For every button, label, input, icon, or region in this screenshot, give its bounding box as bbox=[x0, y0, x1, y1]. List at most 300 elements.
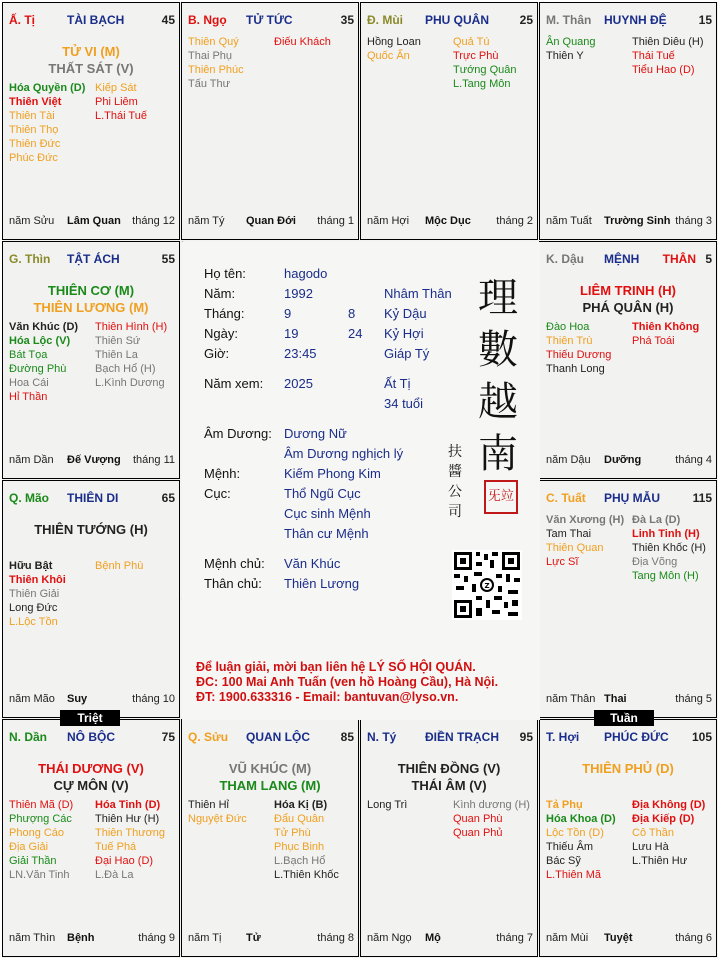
label-nam-xem: Năm xem: bbox=[204, 376, 264, 391]
minor-star: Bạch Hổ (H) bbox=[95, 363, 156, 375]
palace-header bbox=[546, 252, 712, 268]
palace-number: 5 bbox=[705, 252, 712, 266]
palace-name: THIÊN DI bbox=[67, 491, 119, 505]
footer-year: năm Dần bbox=[9, 454, 54, 466]
minor-stars-2 bbox=[95, 798, 165, 882]
minor-star: Phượng Các bbox=[9, 813, 72, 825]
footer-stage: Mộ bbox=[425, 932, 441, 944]
value-ngay-can: Kỷ Hợi bbox=[384, 326, 424, 341]
value-thang-am: 8 bbox=[348, 306, 356, 321]
calligraphy-char-1: 理 bbox=[478, 275, 518, 321]
minor-star: Bát Tọa bbox=[9, 349, 48, 361]
minor-star: Thiên Tài bbox=[9, 110, 55, 122]
value-cuc: Thổ Ngũ Cục bbox=[284, 486, 361, 501]
minor-star: Đại Hao (D) bbox=[95, 855, 154, 867]
minor-star: Nguyệt Đức bbox=[188, 813, 247, 825]
triet-tag: Triệt bbox=[60, 710, 120, 726]
minor-star: Đẩu Quân bbox=[274, 813, 325, 825]
label-than-chu: Thân chủ: bbox=[204, 576, 262, 591]
footer-stage: Bệnh bbox=[67, 932, 95, 944]
palace-can-chi: N. Dần bbox=[9, 730, 48, 744]
horoscope-board bbox=[2, 2, 718, 958]
palace-footer bbox=[546, 215, 712, 229]
main-star: THÁI DƯƠNG (V) bbox=[38, 761, 144, 776]
minor-star: Thiên Quý bbox=[188, 36, 239, 48]
minor-star: Địa Không (D) bbox=[632, 799, 706, 811]
footer-month: tháng 6 bbox=[675, 932, 712, 944]
palace-footer bbox=[367, 215, 533, 229]
palace-can-chi: Ấ. Tị bbox=[9, 13, 35, 27]
minor-star: Văn Khúc (D) bbox=[9, 321, 79, 333]
calligraphy-char-3: 越 bbox=[478, 379, 518, 425]
value-gio: 23:45 bbox=[284, 346, 317, 361]
palace-number: 75 bbox=[161, 730, 175, 744]
minor-star: Tang Môn (H) bbox=[632, 570, 699, 582]
minor-star: Tấu Thư bbox=[188, 78, 231, 90]
footer-stage: Dưỡng bbox=[604, 454, 642, 466]
footer-stage: Suy bbox=[67, 693, 88, 705]
minor-star: Thiên Quan bbox=[546, 542, 604, 554]
palace-name: TÀI BẠCH bbox=[67, 13, 125, 27]
minor-star: Phi Liêm bbox=[95, 96, 138, 108]
minor-star: Hữu Bật bbox=[9, 560, 53, 572]
footer-stage: Tử bbox=[246, 932, 261, 944]
footer-month: tháng 8 bbox=[317, 932, 354, 944]
label-menh-chu: Mệnh chủ: bbox=[204, 556, 265, 571]
value-menh: Kiếm Phong Kim bbox=[284, 466, 381, 481]
minor-star: Thái Tuế bbox=[632, 50, 675, 62]
calligraphy-small-4: 司 bbox=[448, 504, 462, 520]
minor-star: Thiên Phúc bbox=[188, 64, 244, 76]
minor-stars-1 bbox=[188, 35, 244, 91]
value-nam-xem: 2025 bbox=[284, 376, 313, 391]
palace-footer bbox=[546, 693, 712, 707]
main-star: THIÊN PHỦ (D) bbox=[582, 761, 674, 776]
minor-stars-2 bbox=[274, 798, 339, 882]
main-star: PHÁ QUÂN (H) bbox=[582, 300, 674, 315]
main-stars bbox=[540, 282, 716, 316]
minor-star: Tam Thai bbox=[546, 528, 592, 540]
palace-can-chi: K. Dậu bbox=[546, 252, 585, 266]
palace-header bbox=[546, 730, 712, 746]
footer-year: năm Thân bbox=[546, 693, 596, 705]
minor-star: Thiên Trù bbox=[546, 335, 593, 347]
palace-cell bbox=[2, 719, 180, 957]
minor-star: Bệnh Phù bbox=[95, 560, 144, 572]
main-star: THIÊN ĐỒNG (V) bbox=[397, 761, 501, 776]
tuan-tag: Tuần bbox=[594, 710, 654, 726]
minor-star: Kiếp Sát bbox=[95, 82, 137, 94]
palace-can-chi: N. Tý bbox=[367, 730, 397, 744]
minor-star: Thiên Thọ bbox=[9, 124, 59, 136]
footer-year: năm Mão bbox=[9, 693, 55, 705]
minor-star: Tả Phụ bbox=[546, 799, 583, 811]
minor-star: L.Thiên Khốc bbox=[274, 869, 339, 881]
minor-star: Tướng Quân bbox=[453, 64, 517, 76]
footer-year: năm Hợi bbox=[367, 215, 410, 227]
minor-star: Thiên Khốc (H) bbox=[632, 542, 706, 554]
calligraphy-small-1: 扶 bbox=[448, 444, 462, 460]
label-cuc: Cục: bbox=[204, 486, 231, 501]
calligraphy-small bbox=[448, 442, 464, 522]
footer-month: tháng 4 bbox=[675, 454, 712, 466]
palace-footer bbox=[546, 454, 712, 468]
minor-star: Trực Phù bbox=[453, 50, 499, 62]
palace-footer bbox=[367, 932, 533, 946]
main-star: THIÊN CƠ (M) bbox=[47, 283, 135, 298]
minor-star: Hoa Cái bbox=[9, 377, 49, 389]
minor-stars-1 bbox=[9, 559, 66, 629]
palace-number: 25 bbox=[519, 13, 533, 27]
palace-number: 65 bbox=[161, 491, 175, 505]
minor-star: L.Thiên Mã bbox=[546, 869, 602, 881]
palace-number: 45 bbox=[161, 13, 175, 27]
palace-header bbox=[188, 13, 354, 29]
value-nam-can: Nhâm Thân bbox=[384, 286, 452, 301]
minor-star: Thiên Hỉ bbox=[188, 799, 229, 811]
footer-month: tháng 11 bbox=[132, 454, 175, 466]
minor-star: Văn Xương (H) bbox=[546, 514, 625, 526]
palace-footer bbox=[9, 454, 175, 468]
calligraphy-small-3: 公 bbox=[448, 484, 462, 500]
minor-star: Địa Võng bbox=[632, 556, 678, 568]
minor-star: Quả Tú bbox=[453, 36, 490, 48]
value-cuc-3: Thân cư Mệnh bbox=[284, 526, 369, 541]
footer-stage: Lâm Quan bbox=[67, 215, 121, 227]
value-am-duong: Dương Nữ bbox=[284, 426, 347, 441]
minor-star: L.Đà La bbox=[95, 869, 134, 881]
palace-can-chi: M. Thân bbox=[546, 13, 592, 27]
minor-star: Hóa Quyền (D) bbox=[9, 82, 86, 94]
palace-footer bbox=[546, 932, 712, 946]
palace-header bbox=[9, 13, 175, 29]
palace-footer bbox=[9, 693, 175, 707]
main-stars bbox=[3, 282, 179, 316]
footer-year: năm Tị bbox=[188, 932, 222, 944]
footer-year: năm Tý bbox=[188, 215, 225, 227]
contact-line-3: ĐT: 1900.633316 - Email: bantuvan@lyso.vn. bbox=[196, 690, 459, 704]
minor-star: LN.Văn Tinh bbox=[9, 869, 70, 881]
footer-year: năm Dậu bbox=[546, 454, 591, 466]
main-star: THAM LANG (M) bbox=[219, 778, 321, 793]
footer-year: năm Thìn bbox=[9, 932, 56, 944]
palace-cell bbox=[539, 719, 717, 957]
palace-cell bbox=[2, 480, 180, 718]
palace-name: QUAN LỘC bbox=[246, 730, 310, 744]
svg-text:Z: Z bbox=[484, 582, 490, 590]
minor-star: Phong Cáo bbox=[9, 827, 65, 839]
palace-header bbox=[9, 491, 175, 507]
minor-star: Thiên Sứ bbox=[95, 335, 141, 347]
minor-star: Hóa Tinh (D) bbox=[95, 799, 161, 811]
palace-cell bbox=[539, 480, 717, 718]
footer-year: năm Tuất bbox=[546, 215, 592, 227]
qr-code bbox=[452, 550, 522, 620]
minor-star: Lực Sĩ bbox=[546, 556, 579, 568]
minor-stars-1 bbox=[546, 35, 596, 63]
minor-star: Hóa Kị (B) bbox=[274, 799, 328, 811]
palace-name: PHỤ MẪU bbox=[604, 491, 660, 505]
palace-name: ĐIỀN TRẠCH bbox=[425, 730, 499, 744]
minor-star: Thiên Không bbox=[632, 321, 700, 333]
contact-line-2: ĐC: 100 Mai Anh Tuấn (ven hồ Hoàng Cầu), Hà Nội. bbox=[196, 675, 499, 689]
footer-month: tháng 9 bbox=[138, 932, 175, 944]
value-ngay: 19 bbox=[284, 326, 299, 341]
footer-stage: Quan Đới bbox=[246, 215, 296, 227]
footer-stage: Đế Vượng bbox=[67, 454, 121, 466]
minor-star: Thanh Long bbox=[546, 363, 605, 375]
label-ho-ten: Họ tên: bbox=[204, 266, 246, 281]
minor-stars-1 bbox=[546, 798, 616, 882]
minor-star: Linh Tinh (H) bbox=[632, 528, 700, 540]
palace-footer bbox=[9, 932, 175, 946]
minor-star: Thiếu Dương bbox=[546, 349, 612, 361]
palace-cell bbox=[2, 2, 180, 240]
minor-stars-1 bbox=[546, 513, 624, 569]
minor-star: Điếu Khách bbox=[274, 36, 331, 48]
value-nam: 1992 bbox=[284, 286, 313, 301]
main-star: THIÊN TƯỚNG (H) bbox=[34, 522, 148, 537]
minor-star: Bác Sỹ bbox=[546, 855, 581, 867]
palace-name: TẬT ÁCH bbox=[67, 252, 120, 266]
palace-footer bbox=[188, 215, 354, 229]
palace-name: MỆNH bbox=[604, 252, 640, 266]
main-stars bbox=[3, 521, 179, 538]
main-star: CỰ MÔN (V) bbox=[53, 778, 129, 793]
label-am-duong: Âm Dương: bbox=[204, 426, 272, 441]
minor-star: Ân Quang bbox=[546, 36, 596, 48]
main-star: THẤT SÁT (V) bbox=[48, 61, 134, 76]
label-gio: Giờ: bbox=[204, 346, 230, 361]
palace-name: HUYNH ĐỆ bbox=[604, 13, 667, 27]
palace-cell bbox=[181, 719, 359, 957]
label-thang: Tháng: bbox=[204, 306, 245, 321]
minor-star: Quan Phù bbox=[453, 813, 503, 825]
palace-name: PHÚC ĐỨC bbox=[604, 730, 669, 744]
footer-month: tháng 7 bbox=[496, 932, 533, 944]
value-thang-can: Kỷ Dậu bbox=[384, 306, 427, 321]
minor-star: Hỉ Thần bbox=[9, 391, 48, 403]
minor-star: Thiên Khôi bbox=[9, 574, 66, 586]
minor-stars-2 bbox=[95, 81, 147, 123]
minor-star: L.Thái Tuế bbox=[95, 110, 147, 122]
footer-month: tháng 5 bbox=[675, 693, 712, 705]
minor-star: Tiểu Hao (D) bbox=[632, 64, 695, 76]
minor-star: Giải Thần bbox=[9, 855, 57, 867]
minor-stars-1 bbox=[188, 798, 247, 826]
red-seal: 旡竝 bbox=[484, 480, 518, 514]
main-stars bbox=[540, 760, 716, 777]
value-gio-can: Giáp Tý bbox=[384, 346, 430, 361]
minor-star: Thiên Y bbox=[546, 50, 584, 62]
palace-can-chi: Q. Mão bbox=[9, 491, 50, 505]
value-ngay-am: 24 bbox=[348, 326, 363, 341]
minor-star: L.Lộc Tồn bbox=[9, 616, 58, 628]
footer-stage: Thai bbox=[604, 693, 627, 705]
minor-stars-1 bbox=[546, 320, 611, 376]
minor-star: Long Trì bbox=[367, 799, 408, 811]
palace-header bbox=[367, 13, 533, 29]
palace-footer bbox=[188, 932, 354, 946]
minor-star: Thiên Thương bbox=[95, 827, 166, 839]
palace-footer bbox=[9, 215, 175, 229]
calligraphy-char-4: 南 bbox=[478, 431, 518, 477]
main-star: THÁI ÂM (V) bbox=[411, 778, 487, 793]
minor-star: Địa Kiếp (D) bbox=[632, 813, 695, 825]
palace-number: 85 bbox=[340, 730, 354, 744]
palace-header bbox=[546, 13, 712, 29]
minor-stars-2 bbox=[453, 798, 530, 840]
calligraphy-logo bbox=[468, 272, 528, 480]
footer-year: năm Ngọ bbox=[367, 932, 412, 944]
footer-year: năm Mùi bbox=[546, 932, 589, 944]
minor-star: Thiên Diêu (H) bbox=[632, 36, 704, 48]
palace-name: NÔ BỘC bbox=[67, 730, 115, 744]
than-marker: THÂN bbox=[662, 252, 696, 266]
minor-star: L.Kình Dương bbox=[95, 377, 165, 389]
label-menh: Mệnh: bbox=[204, 466, 241, 481]
minor-star: Hóa Lộc (V) bbox=[9, 335, 71, 347]
minor-star: Phúc Đức bbox=[9, 152, 58, 164]
footer-stage: Tuyệt bbox=[604, 932, 633, 944]
calligraphy-char-2: 數 bbox=[478, 327, 518, 373]
footer-month: tháng 10 bbox=[132, 693, 175, 705]
palace-cell bbox=[2, 241, 180, 479]
minor-star: Hóa Khoa (D) bbox=[546, 813, 616, 825]
minor-star: L.Tang Môn bbox=[453, 78, 511, 90]
palace-cell bbox=[539, 241, 717, 479]
minor-star: Long Đức bbox=[9, 602, 58, 614]
minor-star: Đường Phù bbox=[9, 363, 67, 375]
contact-block bbox=[196, 660, 536, 705]
palace-cell bbox=[181, 2, 359, 240]
value-am-duong-2: Âm Dương nghịch lý bbox=[284, 446, 404, 461]
palace-can-chi: Q. Sửu bbox=[188, 730, 229, 744]
palace-number: 105 bbox=[691, 730, 712, 744]
minor-stars-2 bbox=[632, 35, 704, 77]
main-star: LIÊM TRINH (H) bbox=[579, 283, 677, 298]
minor-star: Thiên Đức bbox=[9, 138, 61, 150]
minor-star: Tuế Phá bbox=[95, 841, 137, 853]
value-cuc-2: Cục sinh Mệnh bbox=[284, 506, 371, 521]
minor-star: Thiên Mã (D) bbox=[9, 799, 74, 811]
value-nam-xem-can: Ất Tị bbox=[384, 376, 411, 391]
minor-star: L.Thiên Hư bbox=[632, 855, 688, 867]
main-stars bbox=[182, 760, 358, 794]
minor-stars-1 bbox=[9, 798, 73, 882]
palace-header bbox=[188, 730, 354, 746]
footer-stage: Trường Sinh bbox=[604, 215, 671, 227]
minor-stars-1 bbox=[367, 798, 407, 812]
main-stars bbox=[361, 760, 537, 794]
palace-header bbox=[9, 252, 175, 268]
minor-stars-1 bbox=[9, 81, 85, 165]
footer-year: năm Sửu bbox=[9, 215, 55, 227]
contact-line-1: Để luận giải, mời bạn liên hệ LÝ SỐ HỘI QUÁN. bbox=[196, 660, 476, 674]
minor-star: Lưu Hà bbox=[632, 841, 669, 853]
palace-cell bbox=[360, 719, 538, 957]
minor-star: Quốc Ấn bbox=[367, 50, 410, 62]
palace-name: TỬ TỨC bbox=[246, 13, 293, 27]
minor-star: Cô Thần bbox=[632, 827, 674, 839]
palace-can-chi: T. Hợi bbox=[546, 730, 580, 744]
palace-number: 55 bbox=[161, 252, 175, 266]
value-ho-ten: hagodo bbox=[284, 266, 328, 281]
palace-header bbox=[367, 730, 533, 746]
minor-star: Tử Phù bbox=[274, 827, 311, 839]
minor-star: Thiên Việt bbox=[9, 96, 62, 108]
minor-star: Thiên Hư (H) bbox=[95, 813, 160, 825]
minor-star: L.Bạch Hổ bbox=[274, 855, 326, 867]
center-info-panel bbox=[182, 242, 540, 720]
minor-star: Thiên La bbox=[95, 349, 138, 361]
minor-star: Địa Giải bbox=[9, 841, 49, 853]
minor-star: Phá Toái bbox=[632, 335, 675, 347]
footer-month: tháng 12 bbox=[132, 215, 175, 227]
minor-stars-1 bbox=[367, 35, 421, 63]
minor-star: Đào Hoa bbox=[546, 321, 590, 333]
palace-number: 95 bbox=[519, 730, 533, 744]
palace-number: 15 bbox=[698, 13, 712, 27]
palace-can-chi: C. Tuất bbox=[546, 491, 586, 505]
minor-stars-2 bbox=[453, 35, 517, 91]
minor-stars-1 bbox=[9, 320, 78, 404]
minor-star: Quan Phủ bbox=[453, 827, 503, 839]
label-ngay: Ngày: bbox=[204, 326, 238, 341]
minor-stars-2 bbox=[95, 559, 143, 573]
minor-stars-2 bbox=[95, 320, 167, 390]
minor-star: Lộc Tồn (D) bbox=[546, 827, 604, 839]
minor-stars-2 bbox=[632, 320, 699, 348]
palace-number: 115 bbox=[692, 491, 712, 505]
main-star: VŨ KHÚC (M) bbox=[228, 761, 312, 776]
minor-star: Đà La (D) bbox=[632, 514, 681, 526]
value-than-chu: Thiên Lương bbox=[284, 576, 360, 591]
value-tuoi: 34 tuổi bbox=[384, 396, 424, 411]
minor-star: Kình dương (H) bbox=[453, 799, 530, 811]
minor-star: Thiếu Âm bbox=[546, 841, 594, 853]
palace-can-chi: B. Ngọ bbox=[188, 13, 227, 27]
footer-month: tháng 1 bbox=[317, 215, 354, 227]
palace-name: PHU QUÂN bbox=[425, 13, 490, 27]
palace-header bbox=[9, 730, 175, 746]
label-nam: Năm: bbox=[204, 286, 236, 301]
footer-stage: Mộc Dục bbox=[425, 215, 471, 227]
palace-cell bbox=[539, 2, 717, 240]
calligraphy-small-2: 醬 bbox=[448, 464, 462, 480]
minor-stars-2 bbox=[632, 798, 705, 868]
minor-star: Thiên Giải bbox=[9, 588, 60, 600]
minor-stars-2 bbox=[632, 513, 706, 583]
minor-star: Thiên Hình (H) bbox=[95, 321, 168, 333]
value-menh-chu: Văn Khúc bbox=[284, 556, 341, 571]
palace-number: 35 bbox=[340, 13, 354, 27]
minor-star: Phục Binh bbox=[274, 841, 325, 853]
palace-cell bbox=[360, 2, 538, 240]
minor-star: Hồng Loan bbox=[367, 36, 421, 48]
minor-stars-2 bbox=[274, 35, 331, 49]
minor-star: Thai Phụ bbox=[188, 50, 233, 62]
palace-header bbox=[546, 491, 712, 507]
footer-month: tháng 2 bbox=[496, 215, 533, 227]
palace-can-chi: G. Thìn bbox=[9, 252, 51, 266]
main-stars bbox=[3, 43, 179, 77]
value-thang: 9 bbox=[284, 306, 292, 321]
main-star: THIÊN LƯƠNG (M) bbox=[33, 300, 149, 315]
main-stars bbox=[3, 760, 179, 794]
main-star: TỬ VI (M) bbox=[62, 44, 120, 59]
footer-month: tháng 3 bbox=[675, 215, 712, 227]
